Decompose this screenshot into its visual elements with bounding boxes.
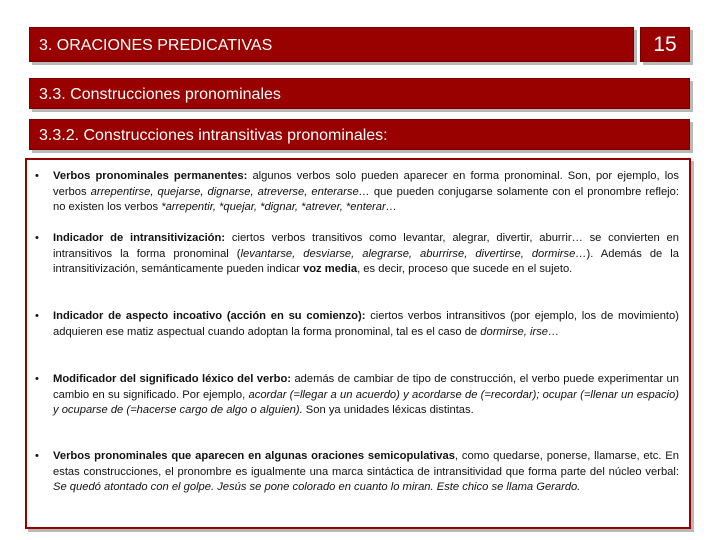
item-text: algunos verbos solo pueden aparecer en forma pronominal. Son, por ejemplo, los verbos <box>53 170 679 198</box>
item-lead: Indicador de intransitivización: <box>53 232 226 244</box>
item-italic: *arrepentir, *quejar, *dignar, *atrever, *enterar… <box>161 201 397 214</box>
item-text: ciertos verbos intransitivos (por ejemplo, los de movimiento) adquieren ese matiz aspectual cuando adoptan la forma pronominal, tal es el caso de <box>53 310 679 338</box>
bullet: • <box>35 450 39 462</box>
list-item <box>27 231 689 278</box>
item-italic: arrepentirse, quejarse, dignarse, atreverse, enterarse… <box>90 185 370 198</box>
item-italic: acordar (=llegar a un acuerdo) y acordarse de (=recordar); ocupar (=llenar un espacio) y ocuparse de (=hacerse cargo de algo o alguien). <box>53 388 679 417</box>
subsection-heading: 3.3.2. Construcciones intransitivas pronominales: <box>39 127 388 144</box>
item-italic: Se quedó atontado con el golpe. Jesús se pone colorado en cuanto lo miran. Este chico se llama Gerardo. <box>53 481 581 494</box>
section-heading: 3.3. Construcciones pronominales <box>39 86 281 103</box>
item-lead: Indicador de aspecto incoativo (acción en su comienzo): <box>53 310 366 322</box>
item-text: ). Además de la intransitivización, semánticamente pueden indicar <box>53 247 680 276</box>
item-bold: voz media <box>303 263 358 276</box>
item-lead: Modificador del significado léxico del verbo: <box>53 373 291 385</box>
list-item <box>27 169 689 216</box>
slide-title: 3. ORACIONES PREDICATIVAS <box>39 37 273 54</box>
bullet: • <box>35 170 39 182</box>
item-text: además de cambiar de tipo de construcción, el verbo puede experimentar un cambio en su significado. Por ejemplo, <box>53 373 679 401</box>
content-box <box>25 158 691 529</box>
page-number-box <box>640 27 690 62</box>
list-item <box>27 372 689 419</box>
item-lead: Verbos pronominales permanentes: <box>53 170 248 182</box>
list-item <box>27 309 689 340</box>
item-text: , es decir, proceso que sucede en el sujeto. <box>357 263 573 276</box>
item-text: que pueden conjugarse solamente con el pronombre reflejo: no existen los verbos <box>53 185 679 214</box>
section-heading-bar <box>29 78 690 109</box>
item-text: Son ya unidades léxicas distintas. <box>302 404 474 417</box>
bullet: • <box>35 232 39 244</box>
slide-title-bar <box>29 27 634 62</box>
item-italic: dormirse, irse… <box>480 325 560 338</box>
item-italic: levantarse, desviarse, alegrarse, aburrirse, divertirse, dormirse… <box>240 247 587 260</box>
bullet: • <box>35 310 39 322</box>
subsection-heading-bar <box>29 119 690 150</box>
list-item <box>27 449 689 496</box>
item-text: ciertos verbos transitivos como levantar, alegrar, divertir, aburrir… se convierten en intransitivos la forma pronominal ( <box>53 232 680 260</box>
page-number: 15 <box>653 33 677 56</box>
item-lead: Verbos pronominales que aparecen en algunas oraciones semicopulativas <box>53 450 455 462</box>
bullet: • <box>35 373 39 385</box>
item-text: , como quedarse, ponerse, llamarse, etc. En estas construcciones, el pronombre es igualmente una marca sintáctica de intransitividad que forma parte del núcleo verbal: <box>53 450 679 478</box>
